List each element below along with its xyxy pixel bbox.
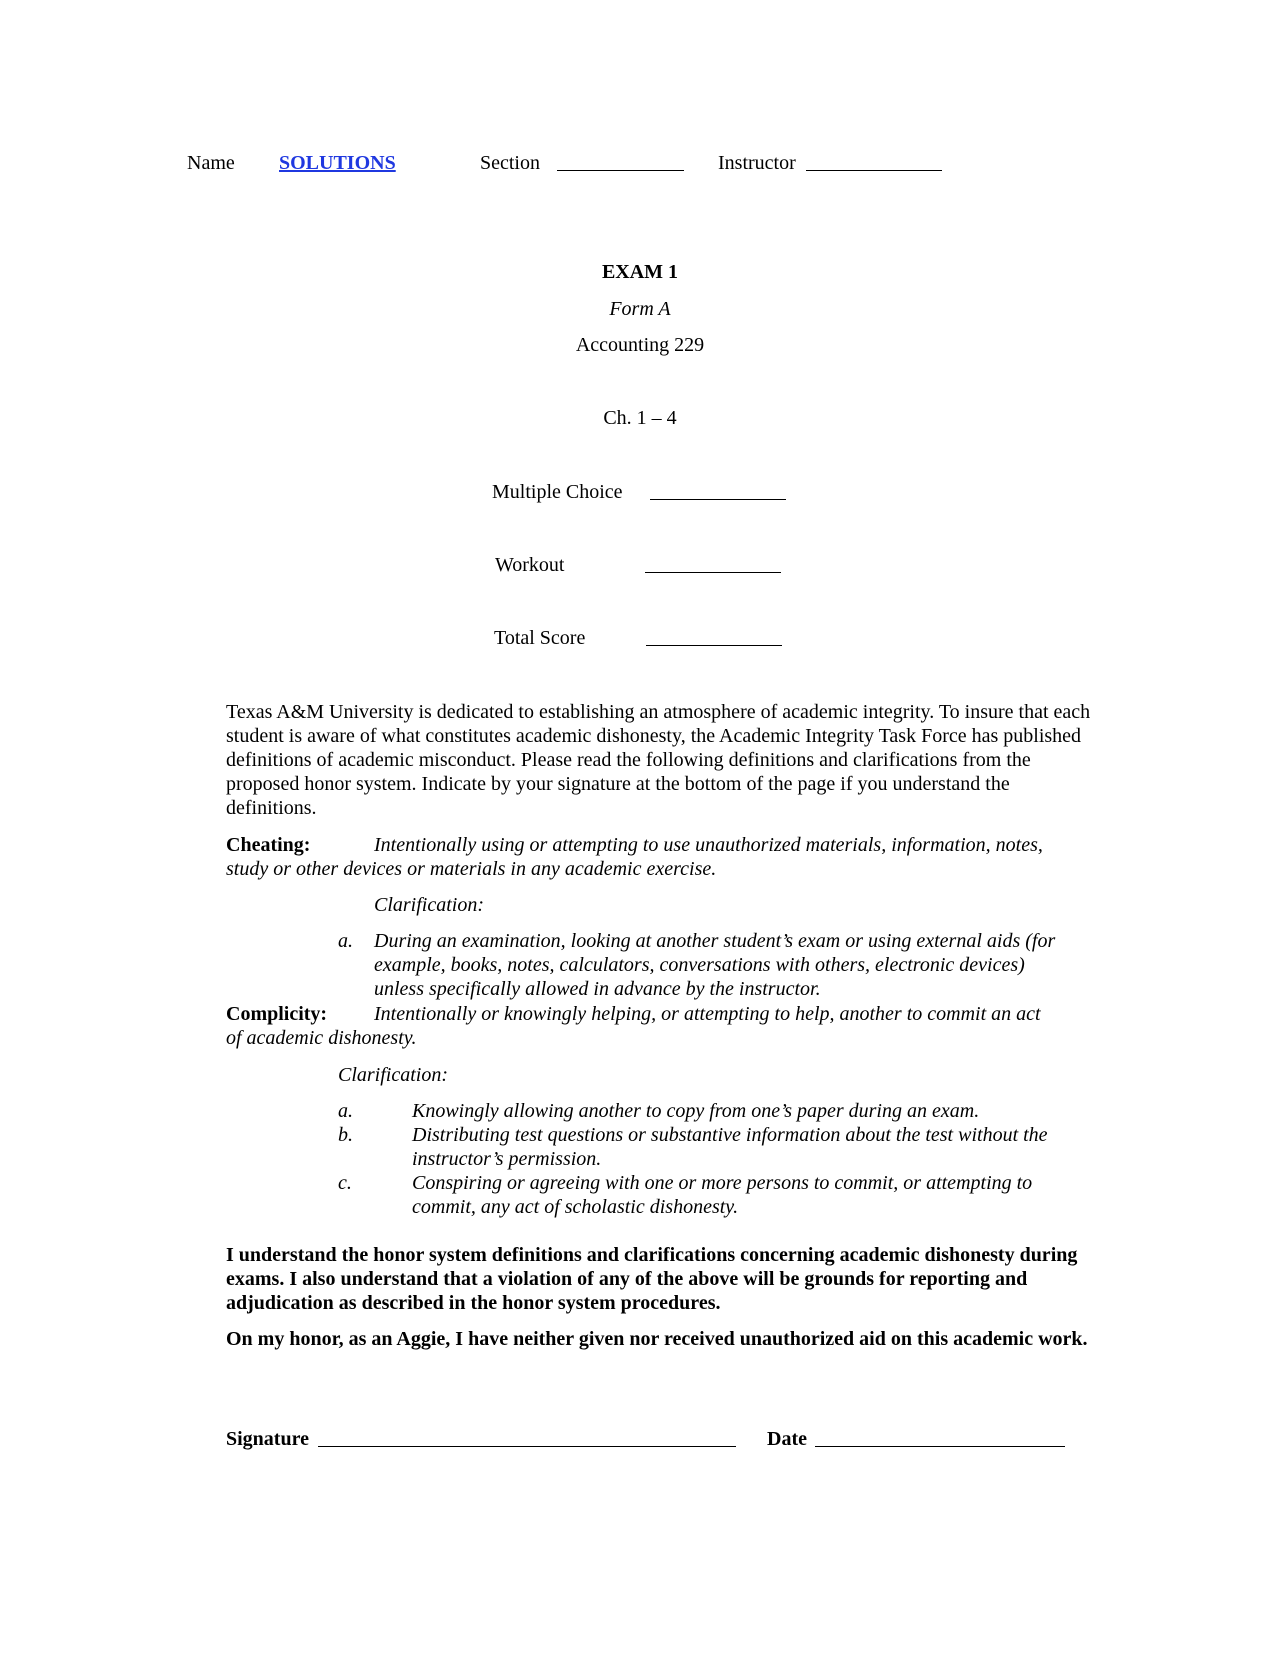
complicity-item-marker: a. bbox=[338, 1100, 353, 1122]
instructor-label: Instructor bbox=[718, 152, 796, 174]
cheating-definition-line2: study or other devices or materials in any academic exercise. bbox=[226, 858, 717, 880]
complicity-item-marker: b. bbox=[338, 1124, 353, 1146]
date-blank[interactable] bbox=[815, 1427, 1065, 1453]
honor-text: On my honor, as an Aggie, I have neither given nor received unauthorized aid on this academic work. bbox=[226, 1328, 1088, 1350]
complicity-item-line2: commit, any act of scholastic dishonesty. bbox=[412, 1196, 739, 1218]
workout-blank[interactable] bbox=[645, 553, 781, 579]
course-label: Accounting 229 bbox=[575, 334, 705, 356]
complicity-item-marker: c. bbox=[338, 1172, 352, 1194]
exam-title: EXAM 1 bbox=[601, 261, 679, 283]
complicity-item-line1: Conspiring or agreeing with one or more persons to commit, or attempting to bbox=[412, 1172, 1033, 1194]
form-label: Form A bbox=[609, 298, 671, 320]
instructor-blank[interactable] bbox=[806, 151, 942, 177]
understanding-text: I understand the honor system definitions and clarifications concerning academic dishonesty during exams. I also understand that a violation of any of the above will be grounds for reporting and adjudication as described in the honor system procedures. bbox=[226, 1244, 1078, 1314]
signature-blank[interactable] bbox=[318, 1427, 736, 1453]
chapters-label: Ch. 1 – 4 bbox=[603, 407, 677, 429]
complicity-item-line1: Distributing test questions or substantive information about the test without the bbox=[412, 1124, 1048, 1146]
cheating-item-line2: example, books, notes, calculators, conversations with others, electronic devices) bbox=[374, 954, 1025, 976]
complicity-definition-line1: Intentionally or knowingly helping, or attempting to help, another to commit an act bbox=[374, 1003, 1041, 1025]
name-value-link[interactable]: SOLUTIONS bbox=[279, 152, 396, 174]
multiple-choice-blank[interactable] bbox=[650, 480, 786, 506]
name-label: Name bbox=[187, 152, 235, 174]
honor-statement bbox=[226, 1327, 1096, 1351]
complicity-term: Complicity: bbox=[226, 1003, 328, 1025]
cheating-item-line1: During an examination, looking at another student’s exam or using external aids (for bbox=[374, 930, 1056, 952]
cheating-definition-line1: Intentionally using or attempting to use unauthorized materials, information, notes, bbox=[374, 834, 1043, 856]
date-label: Date bbox=[767, 1428, 807, 1450]
workout-label: Workout bbox=[495, 554, 565, 576]
understanding-statement bbox=[226, 1243, 1096, 1315]
total-score-label: Total Score bbox=[494, 627, 586, 649]
complicity-clarification-label: Clarification: bbox=[338, 1064, 448, 1086]
section-blank[interactable] bbox=[557, 151, 684, 177]
signature-label: Signature bbox=[226, 1428, 309, 1450]
complicity-item-line1: Knowingly allowing another to copy from one’s paper during an exam. bbox=[412, 1100, 980, 1122]
intro-text: Texas A&M University is dedicated to establishing an atmosphere of academic integrity. To insure that each student is aware of what constitutes academic dishonesty, the Academic Integrity Task Force has published definitions of academic misconduct. Please read the following definitions and clarifications from the proposed honor system. Indicate by your signature at the bottom of the page if you understand the definitions. bbox=[226, 701, 1091, 819]
cheating-term: Cheating: bbox=[226, 834, 311, 856]
intro-paragraph bbox=[226, 700, 1096, 820]
complicity-item-line2: instructor’s permission. bbox=[412, 1148, 602, 1170]
cheating-item-marker: a. bbox=[338, 930, 353, 952]
cheating-item-line3: unless specifically allowed in advance by the instructor. bbox=[374, 978, 821, 1000]
section-label: Section bbox=[480, 152, 540, 174]
complicity-definition-line2: of academic dishonesty. bbox=[226, 1027, 417, 1049]
multiple-choice-label: Multiple Choice bbox=[492, 481, 623, 503]
cheating-clarification-label: Clarification: bbox=[374, 894, 484, 916]
total-score-blank[interactable] bbox=[646, 626, 782, 652]
